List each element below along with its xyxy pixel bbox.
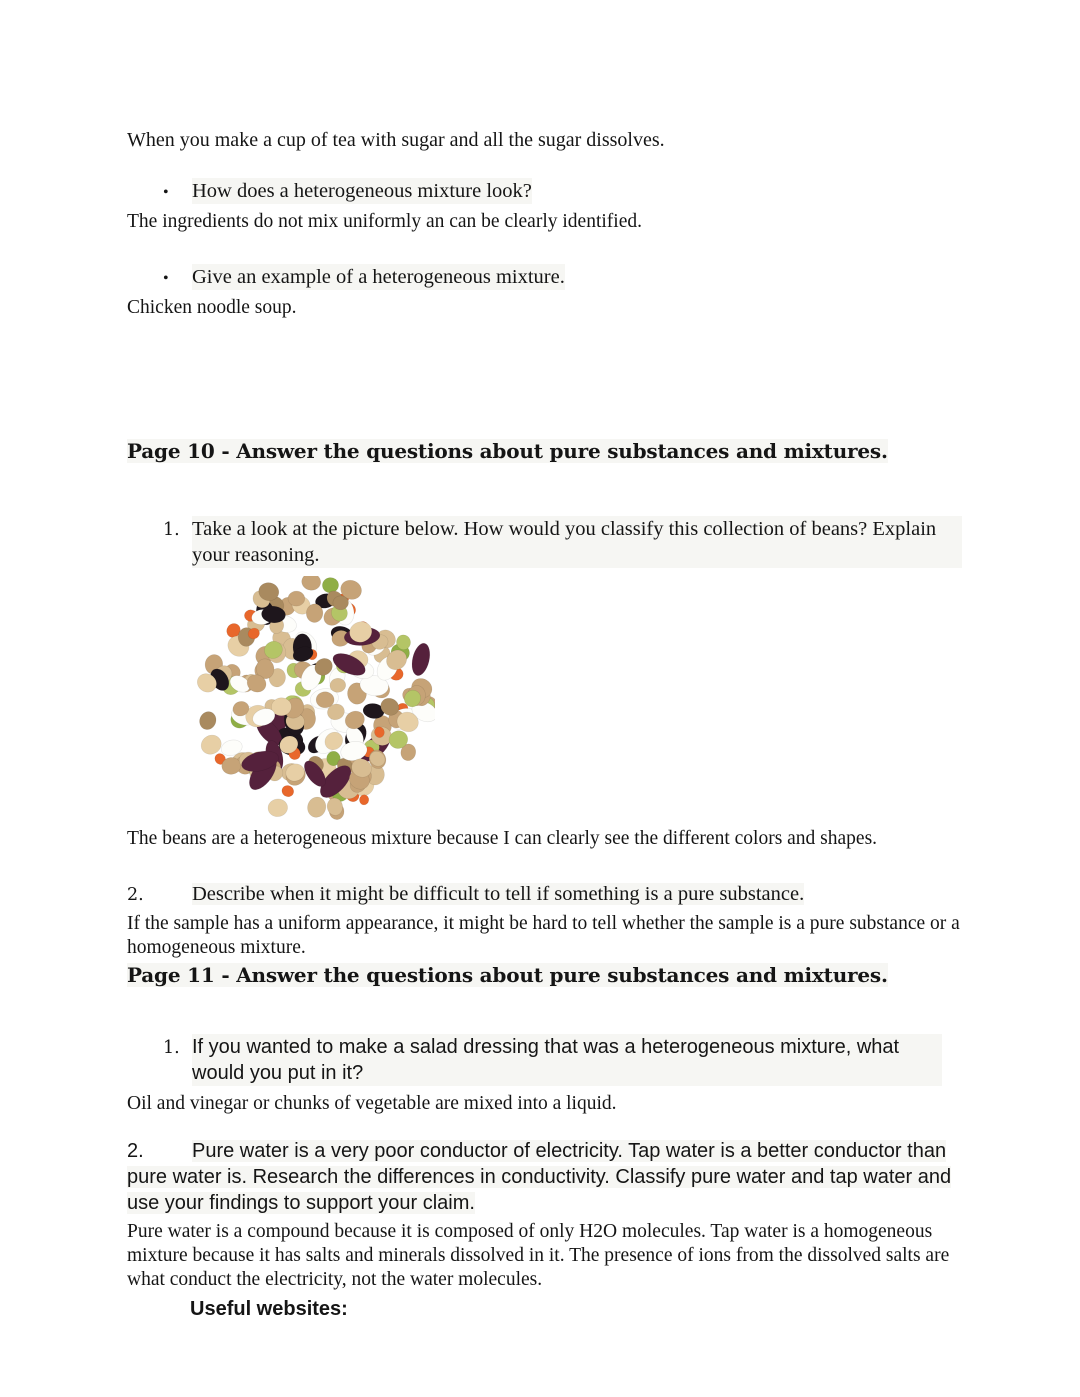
question-number: 1.	[163, 520, 180, 540]
question-text: If you wanted to make a salad dressing that was a heterogeneous mixture, what would you put in it?	[192, 1034, 942, 1086]
question-number: 2.	[127, 1140, 144, 1162]
question-number: 2.	[127, 885, 144, 905]
bullet-question-text: Give an example of a heterogeneous mixture.	[192, 266, 565, 288]
page10-heading: Page 10 - Answer the questions about pure substances and mixtures.	[127, 439, 888, 463]
mixed-beans-image	[195, 576, 435, 821]
bullet-question-2	[127, 264, 980, 292]
question-number: 1.	[163, 1038, 180, 1058]
page11-question-2	[127, 1138, 980, 1216]
bullet-answer-2: Chicken noodle soup.	[127, 297, 297, 318]
page10-question-2	[127, 881, 980, 908]
page11-answer-2: Pure water is a compound because it is composed of only H2O molecules. Tap water is a homogeneous mixture because it has salts and minerals dissolved in it. The presence of ions from the dissolved salts are what conduct the electricity, not the water molecules.	[127, 1221, 950, 1290]
useful-websites-label: Useful websites:	[190, 1298, 348, 1320]
page10-question-1	[127, 516, 980, 568]
page11-answer-1: Oil and vinegar or chunks of vegetable are mixed into a liquid.	[127, 1093, 617, 1114]
bullet-icon: •	[163, 270, 169, 287]
bullet-answer-1: The ingredients do not mix uniformly an can be clearly identified.	[127, 211, 642, 232]
page10-answer-1: The beans are a heterogeneous mixture because I can clearly see the different colors and shapes.	[127, 828, 878, 849]
question-text: Describe when it might be difficult to tell if something is a pure substance.	[192, 883, 805, 905]
question-text: Pure water is a very poor conductor of electricity. Tap water is a better conductor than pure water is. Research the differences in conductivity. Classify pure water and tap water and use your findings to support your claim.	[127, 1140, 952, 1214]
page11-question-1	[127, 1034, 980, 1086]
page11-heading: Page 11 - Answer the questions about pure substances and mixtures.	[127, 963, 888, 987]
page10-answer-2: If the sample has a uniform appearance, it might be hard to tell whether the sample is a pure substance or a homogeneous mixture.	[127, 913, 960, 958]
bullet-question-1	[127, 178, 980, 206]
bullet-question-text: How does a heterogeneous mixture look?	[192, 180, 532, 202]
question-text: Take a look at the picture below. How would you classify this collection of beans? Explain your reasoning.	[192, 516, 962, 568]
intro-paragraph: When you make a cup of tea with sugar and all the sugar dissolves.	[127, 129, 665, 151]
bullet-icon: •	[163, 184, 169, 201]
mixed-beans-illustration	[195, 576, 435, 821]
